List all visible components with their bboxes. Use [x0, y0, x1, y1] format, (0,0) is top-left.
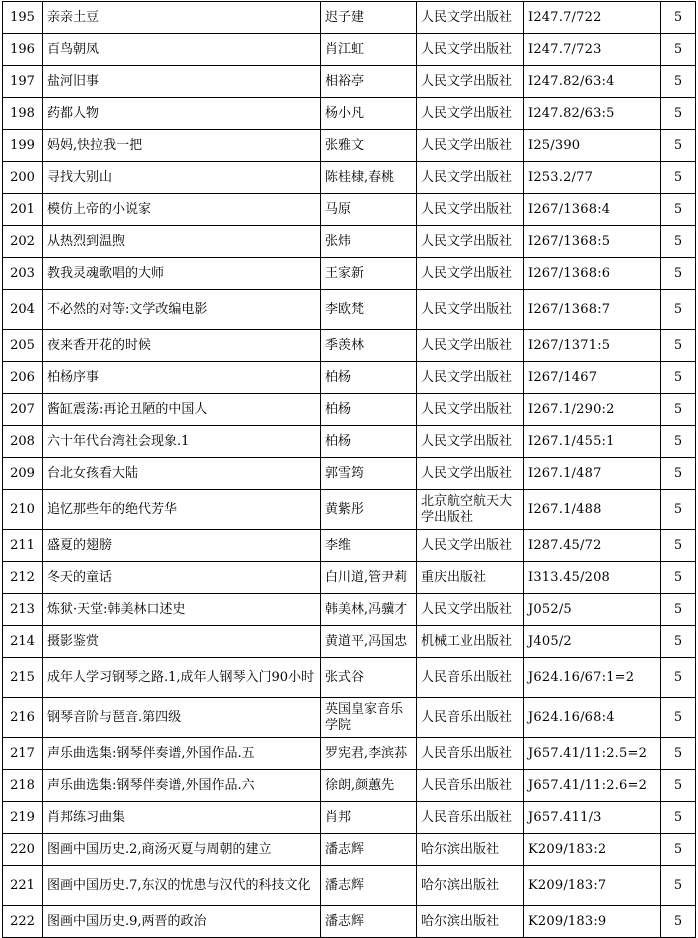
- cell-quantity: 5: [661, 530, 696, 562]
- cell-quantity: 5: [661, 658, 696, 698]
- cell-serial-number: 203: [3, 258, 43, 290]
- cell-serial-number: 197: [3, 66, 43, 98]
- cell-publisher: 人民文学出版社: [417, 290, 524, 330]
- table-row: [3, 458, 696, 490]
- cell-quantity: 5: [661, 906, 696, 938]
- cell-serial-number: 217: [3, 738, 43, 770]
- cell-author: 罗宪君,李滨荪: [321, 738, 417, 770]
- table-row: [3, 66, 696, 98]
- cell-serial-number: 205: [3, 330, 43, 362]
- cell-publisher: 人民文学出版社: [417, 98, 524, 130]
- cell-book-title: 妈妈,快拉我一把: [43, 130, 321, 162]
- cell-publisher: 人民文学出版社: [417, 226, 524, 258]
- cell-call-number: I267/1368:6: [524, 258, 661, 290]
- cell-serial-number: 210: [3, 490, 43, 530]
- book-list-table: [2, 1, 696, 938]
- cell-call-number: I267/1368:7: [524, 290, 661, 330]
- cell-publisher: 机械工业出版社: [417, 626, 524, 658]
- cell-call-number: K209/183:7: [524, 866, 661, 906]
- cell-call-number: I267.1/455:1: [524, 426, 661, 458]
- table-row: [3, 162, 696, 194]
- cell-call-number: I253.2/77: [524, 162, 661, 194]
- cell-call-number: J624.16/67:1=2: [524, 658, 661, 698]
- cell-serial-number: 207: [3, 394, 43, 426]
- cell-author: 潘志辉: [321, 866, 417, 906]
- cell-call-number: I247.7/723: [524, 34, 661, 66]
- cell-book-title: 肖邦练习曲集: [43, 802, 321, 834]
- cell-quantity: 5: [661, 258, 696, 290]
- cell-author: 白川道,管尹莉: [321, 562, 417, 594]
- cell-call-number: I267.1/487: [524, 458, 661, 490]
- cell-author: 肖江虹: [321, 34, 417, 66]
- cell-quantity: 5: [661, 834, 696, 866]
- cell-publisher: 人民文学出版社: [417, 258, 524, 290]
- cell-serial-number: 206: [3, 362, 43, 394]
- table-row: [3, 290, 696, 330]
- table-row: [3, 906, 696, 938]
- table-row: [3, 194, 696, 226]
- cell-author: 李欧梵: [321, 290, 417, 330]
- cell-publisher: 人民文学出版社: [417, 2, 524, 34]
- cell-book-title: 不必然的对等:文学改编电影: [43, 290, 321, 330]
- cell-quantity: 5: [661, 226, 696, 258]
- table-row: [3, 530, 696, 562]
- cell-serial-number: 215: [3, 658, 43, 698]
- cell-serial-number: 216: [3, 698, 43, 738]
- cell-publisher: 人民文学出版社: [417, 362, 524, 394]
- cell-publisher: 人民文学出版社: [417, 330, 524, 362]
- cell-book-title: 寻找大别山: [43, 162, 321, 194]
- cell-book-title: 成年人学习钢琴之路.1,成年人钢琴入门90小时: [43, 658, 321, 698]
- cell-quantity: 5: [661, 458, 696, 490]
- cell-quantity: 5: [661, 426, 696, 458]
- cell-author: 张炜: [321, 226, 417, 258]
- cell-book-title: 从热烈到温煦: [43, 226, 321, 258]
- table-row: [3, 770, 696, 802]
- cell-publisher: 重庆出版社: [417, 562, 524, 594]
- cell-publisher: 人民音乐出版社: [417, 770, 524, 802]
- cell-publisher: 人民音乐出版社: [417, 698, 524, 738]
- cell-call-number: J624.16/68:4: [524, 698, 661, 738]
- cell-author: 英国皇家音乐学院: [321, 698, 417, 738]
- cell-serial-number: 198: [3, 98, 43, 130]
- cell-publisher: 人民文学出版社: [417, 530, 524, 562]
- cell-serial-number: 204: [3, 290, 43, 330]
- cell-book-title: 追忆那些年的绝代芳华: [43, 490, 321, 530]
- table-row: [3, 34, 696, 66]
- cell-publisher: 人民音乐出版社: [417, 802, 524, 834]
- cell-book-title: 声乐曲选集:钢琴伴奏谱,外国作品.五: [43, 738, 321, 770]
- table-row: [3, 594, 696, 626]
- cell-book-title: 百鸟朝凤: [43, 34, 321, 66]
- cell-serial-number: 214: [3, 626, 43, 658]
- cell-publisher: 人民文学出版社: [417, 34, 524, 66]
- cell-call-number: I313.45/208: [524, 562, 661, 594]
- cell-quantity: 5: [661, 738, 696, 770]
- cell-author: 潘志辉: [321, 834, 417, 866]
- cell-publisher: 哈尔滨出版社: [417, 906, 524, 938]
- cell-quantity: 5: [661, 866, 696, 906]
- cell-book-title: 盐河旧事: [43, 66, 321, 98]
- cell-author: 肖邦: [321, 802, 417, 834]
- cell-call-number: I267/1371:5: [524, 330, 661, 362]
- cell-quantity: 5: [661, 770, 696, 802]
- cell-author: 韩美林,冯骥才: [321, 594, 417, 626]
- cell-publisher: 人民文学出版社: [417, 426, 524, 458]
- cell-book-title: 教我灵魂歌唱的大师: [43, 258, 321, 290]
- cell-book-title: 六十年代台湾社会现象.1: [43, 426, 321, 458]
- cell-serial-number: 209: [3, 458, 43, 490]
- cell-author: 黄紫彤: [321, 490, 417, 530]
- cell-author: 黄道平,冯国忠: [321, 626, 417, 658]
- cell-call-number: J657.41/11:2.5=2: [524, 738, 661, 770]
- cell-quantity: 5: [661, 562, 696, 594]
- cell-serial-number: 208: [3, 426, 43, 458]
- cell-author: 徐朗,颜蕙先: [321, 770, 417, 802]
- table-row: [3, 362, 696, 394]
- cell-quantity: 5: [661, 330, 696, 362]
- cell-serial-number: 199: [3, 130, 43, 162]
- cell-publisher: 人民文学出版社: [417, 394, 524, 426]
- cell-author: 王家新: [321, 258, 417, 290]
- cell-publisher: 北京航空航天大学出版社: [417, 490, 524, 530]
- cell-quantity: 5: [661, 394, 696, 426]
- cell-book-title: 亲亲土豆: [43, 2, 321, 34]
- cell-publisher: 哈尔滨出版社: [417, 834, 524, 866]
- cell-call-number: I267.1/290:2: [524, 394, 661, 426]
- cell-serial-number: 220: [3, 834, 43, 866]
- table-row: [3, 562, 696, 594]
- cell-call-number: I247.82/63:5: [524, 98, 661, 130]
- table-row: [3, 802, 696, 834]
- cell-serial-number: 218: [3, 770, 43, 802]
- cell-call-number: I247.7/722: [524, 2, 661, 34]
- cell-serial-number: 202: [3, 226, 43, 258]
- table-row: [3, 226, 696, 258]
- cell-serial-number: 211: [3, 530, 43, 562]
- cell-author: 李维: [321, 530, 417, 562]
- cell-book-title: 盛夏的翅膀: [43, 530, 321, 562]
- cell-quantity: 5: [661, 290, 696, 330]
- cell-call-number: K209/183:2: [524, 834, 661, 866]
- table-row: [3, 394, 696, 426]
- cell-book-title: 声乐曲选集:钢琴伴奏谱,外国作品.六: [43, 770, 321, 802]
- cell-book-title: 钢琴音阶与琶音.第四级: [43, 698, 321, 738]
- table-row: [3, 866, 696, 906]
- cell-author: 郭雪筠: [321, 458, 417, 490]
- cell-publisher: 人民文学出版社: [417, 162, 524, 194]
- table-row: [3, 130, 696, 162]
- cell-call-number: K209/183:9: [524, 906, 661, 938]
- cell-book-title: 冬天的童话: [43, 562, 321, 594]
- cell-book-title: 图画中国历史.9,两晋的政治: [43, 906, 321, 938]
- table-row: [3, 626, 696, 658]
- cell-publisher: 人民音乐出版社: [417, 738, 524, 770]
- cell-call-number: I25/390: [524, 130, 661, 162]
- cell-serial-number: 195: [3, 2, 43, 34]
- cell-author: 柏杨: [321, 394, 417, 426]
- cell-quantity: 5: [661, 162, 696, 194]
- cell-quantity: 5: [661, 594, 696, 626]
- cell-call-number: I267.1/488: [524, 490, 661, 530]
- cell-serial-number: 219: [3, 802, 43, 834]
- cell-quantity: 5: [661, 698, 696, 738]
- cell-quantity: 5: [661, 490, 696, 530]
- table-row: [3, 834, 696, 866]
- cell-call-number: I267/1467: [524, 362, 661, 394]
- cell-quantity: 5: [661, 130, 696, 162]
- cell-publisher: 人民文学出版社: [417, 194, 524, 226]
- cell-book-title: 药都人物: [43, 98, 321, 130]
- cell-publisher: 人民文学出版社: [417, 66, 524, 98]
- book-list-body: [3, 2, 696, 938]
- cell-author: 潘志辉: [321, 906, 417, 938]
- cell-call-number: I267/1368:4: [524, 194, 661, 226]
- cell-quantity: 5: [661, 194, 696, 226]
- cell-publisher: 人民文学出版社: [417, 130, 524, 162]
- cell-book-title: 炼狱·天堂:韩美林口述史: [43, 594, 321, 626]
- cell-serial-number: 222: [3, 906, 43, 938]
- table-row: [3, 738, 696, 770]
- cell-book-title: 夜来香开花的时候: [43, 330, 321, 362]
- cell-book-title: 酱缸震荡:再论丑陋的中国人: [43, 394, 321, 426]
- cell-serial-number: 213: [3, 594, 43, 626]
- cell-quantity: 5: [661, 802, 696, 834]
- cell-author: 季羡林: [321, 330, 417, 362]
- cell-quantity: 5: [661, 362, 696, 394]
- cell-call-number: I267/1368:5: [524, 226, 661, 258]
- cell-book-title: 台北女孩看大陆: [43, 458, 321, 490]
- cell-serial-number: 221: [3, 866, 43, 906]
- cell-call-number: I247.82/63:4: [524, 66, 661, 98]
- cell-publisher: 人民音乐出版社: [417, 658, 524, 698]
- cell-author: 杨小凡: [321, 98, 417, 130]
- cell-call-number: J052/5: [524, 594, 661, 626]
- cell-author: 柏杨: [321, 426, 417, 458]
- table-row: [3, 490, 696, 530]
- cell-author: 张式谷: [321, 658, 417, 698]
- cell-publisher: 哈尔滨出版社: [417, 866, 524, 906]
- cell-author: 相裕亭: [321, 66, 417, 98]
- cell-author: 柏杨: [321, 362, 417, 394]
- cell-book-title: 模仿上帝的小说家: [43, 194, 321, 226]
- cell-quantity: 5: [661, 98, 696, 130]
- cell-book-title: 图画中国历史.2,商汤灭夏与周朝的建立: [43, 834, 321, 866]
- cell-call-number: J405/2: [524, 626, 661, 658]
- cell-serial-number: 200: [3, 162, 43, 194]
- cell-serial-number: 201: [3, 194, 43, 226]
- cell-call-number: J657.411/3: [524, 802, 661, 834]
- cell-call-number: I287.45/72: [524, 530, 661, 562]
- cell-quantity: 5: [661, 626, 696, 658]
- cell-author: 张雅文: [321, 130, 417, 162]
- cell-quantity: 5: [661, 34, 696, 66]
- table-row: [3, 2, 696, 34]
- cell-book-title: 柏杨序事: [43, 362, 321, 394]
- table-row: [3, 426, 696, 458]
- table-row: [3, 98, 696, 130]
- cell-author: 迟子建: [321, 2, 417, 34]
- cell-book-title: 摄影鉴赏: [43, 626, 321, 658]
- cell-quantity: 5: [661, 66, 696, 98]
- cell-publisher: 人民文学出版社: [417, 594, 524, 626]
- cell-serial-number: 212: [3, 562, 43, 594]
- table-row: [3, 658, 696, 698]
- table-row: [3, 258, 696, 290]
- cell-book-title: 图画中国历史.7,东汉的忧患与汉代的科技文化: [43, 866, 321, 906]
- cell-serial-number: 196: [3, 34, 43, 66]
- cell-call-number: J657.41/11:2.6=2: [524, 770, 661, 802]
- table-row: [3, 330, 696, 362]
- cell-quantity: 5: [661, 2, 696, 34]
- table-row: [3, 698, 696, 738]
- cell-author: 马原: [321, 194, 417, 226]
- cell-publisher: 人民文学出版社: [417, 458, 524, 490]
- cell-author: 陈桂棣,春桃: [321, 162, 417, 194]
